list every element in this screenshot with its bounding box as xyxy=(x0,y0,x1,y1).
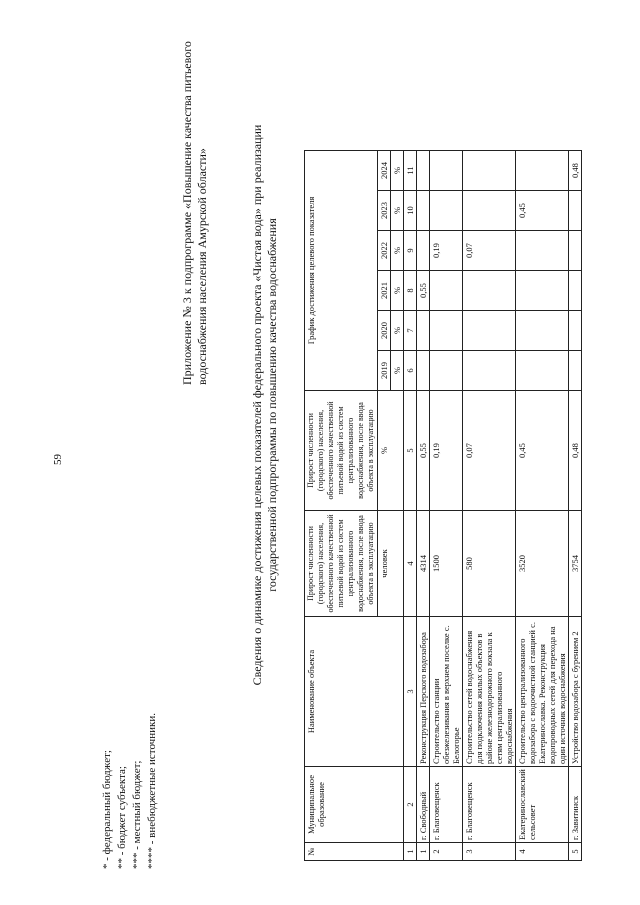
row-year-value xyxy=(417,151,430,191)
year-unit: % xyxy=(391,351,404,391)
table-row xyxy=(569,151,582,861)
row-year-value xyxy=(516,351,569,391)
row-year-value: 0,55 xyxy=(417,271,430,311)
year-header: 2021 xyxy=(378,271,391,311)
row-year-value xyxy=(569,351,582,391)
row-percent: 0,07 xyxy=(463,391,516,511)
row-year-value xyxy=(463,271,516,311)
col-number: 2 xyxy=(404,767,417,843)
row-no: 4 xyxy=(516,843,569,861)
row-year-value xyxy=(463,151,516,191)
unit-percent: % xyxy=(378,391,404,511)
row-percent: 0,48 xyxy=(569,391,582,511)
year-unit: % xyxy=(391,191,404,231)
year-header: 2023 xyxy=(378,191,391,231)
row-year-value xyxy=(569,311,582,351)
row-municipality: г. Благовещенск xyxy=(430,767,463,843)
footnotes xyxy=(100,713,160,869)
header-schedule: График достижения целевого показателя xyxy=(305,151,378,391)
col-number: 1 xyxy=(404,843,417,861)
row-people: 580 xyxy=(463,511,516,617)
row-people: 4314 xyxy=(417,511,430,617)
footnote: *** - местный бюджет; xyxy=(131,760,143,869)
col-number: 5 xyxy=(404,391,417,511)
row-municipality: г. Благовещенск xyxy=(463,767,516,843)
row-percent: 0,55 xyxy=(417,391,430,511)
row-object: Устройство водозабора с бурением 2 xyxy=(569,617,582,767)
row-municipality: г. Завитинск xyxy=(569,767,582,843)
row-year-value: 0,19 xyxy=(430,231,463,271)
page-number: 59 xyxy=(52,454,64,465)
column-numbers-row xyxy=(404,151,417,861)
footnote: * - федеральный бюджет; xyxy=(101,750,113,869)
col-number: 11 xyxy=(404,151,417,191)
row-year-value xyxy=(430,271,463,311)
row-year-value xyxy=(516,311,569,351)
row-no: 5 xyxy=(569,843,582,861)
row-year-value xyxy=(569,271,582,311)
row-year-value xyxy=(516,151,569,191)
year-header: 2024 xyxy=(378,151,391,191)
row-people: 1500 xyxy=(430,511,463,617)
year-unit: % xyxy=(391,271,404,311)
indicators-table xyxy=(304,150,582,861)
row-year-value: 0,48 xyxy=(569,151,582,191)
row-year-value xyxy=(569,191,582,231)
year-header: 2019 xyxy=(378,351,391,391)
row-year-value xyxy=(430,191,463,231)
document-title: Сведения о динамике достижения целевых показателей федерального проекта «Чистая вода» при реализации государственной подпрограммы по повышению качества водоснабжения xyxy=(250,124,279,686)
footnote: **** - внебюджетные источники. xyxy=(146,713,158,869)
col-number: 7 xyxy=(404,311,417,351)
row-year-value xyxy=(463,311,516,351)
unit-people: человек xyxy=(378,511,404,617)
col-number: 3 xyxy=(404,617,417,767)
row-year-value: 0,07 xyxy=(463,231,516,271)
header-growth-percent: Прирост численности (городского) населения, обеспеченного качественной питьевой водой из систем централизованного водоснабжения, после ввода объекта в эксплуатацию xyxy=(305,391,378,511)
row-no: 1 xyxy=(417,843,430,861)
row-year-value xyxy=(516,271,569,311)
year-unit: % xyxy=(391,151,404,191)
row-no: 3 xyxy=(463,843,516,861)
row-year-value xyxy=(430,151,463,191)
col-number: 8 xyxy=(404,271,417,311)
row-year-value xyxy=(516,231,569,271)
col-number: 10 xyxy=(404,191,417,231)
col-number: 6 xyxy=(404,351,417,391)
table-row xyxy=(516,151,569,861)
row-object: Реконструкция Перского водозабора xyxy=(417,617,430,767)
col-number: 9 xyxy=(404,231,417,271)
footnote: ** - бюджет субъекта; xyxy=(116,766,128,869)
year-unit: % xyxy=(391,231,404,271)
row-no: 2 xyxy=(430,843,463,861)
row-object: Строительство централизованного водозабора с водоочистной станцией с. Екатеринославка. Реконструкция водопроводных сетей для перехода на один источник водоснабжения xyxy=(516,617,569,767)
header-row xyxy=(305,151,378,861)
header-growth-people: Прирост численности (городского) населения, обеспеченного качественной питьевой водой из систем централизованного водоснабжения, после ввода объекта в эксплуатацию xyxy=(305,511,378,617)
row-object: Строительство станции обезжелезивания в верхнем поселке с. Белогорье xyxy=(430,617,463,767)
row-year-value xyxy=(417,351,430,391)
row-year-value xyxy=(417,231,430,271)
row-percent: 0,45 xyxy=(516,391,569,511)
table-row xyxy=(417,151,430,861)
year-header: 2020 xyxy=(378,311,391,351)
row-municipality: Екатеринославский сельсовет xyxy=(516,767,569,843)
row-year-value xyxy=(463,191,516,231)
row-year-value xyxy=(430,351,463,391)
row-year-value: 0,45 xyxy=(516,191,569,231)
row-people: 3754 xyxy=(569,511,582,617)
row-municipality: г. Свободный xyxy=(417,767,430,843)
table-row xyxy=(463,151,516,861)
row-people: 3520 xyxy=(516,511,569,617)
row-object: Строительство сетей водоснабжения для подключения жилых объектов в районе железнодорожного вокзала к сетям централизованного водоснабжения xyxy=(463,617,516,767)
table-row xyxy=(430,151,463,861)
row-year-value xyxy=(569,231,582,271)
header-municipality: Муниципальное образование xyxy=(305,767,404,843)
header-object: Наименование объекта xyxy=(305,617,404,767)
year-header: 2022 xyxy=(378,231,391,271)
row-year-value xyxy=(463,351,516,391)
row-year-value xyxy=(417,311,430,351)
row-year-value xyxy=(417,191,430,231)
row-year-value xyxy=(430,311,463,351)
col-number: 4 xyxy=(404,511,417,617)
year-unit: % xyxy=(391,311,404,351)
appendix-heading: Приложение № 3 к подпрограмме «Повышение качества питьевого водоснабжения населения Амурской области» xyxy=(180,41,209,385)
row-percent: 0,19 xyxy=(430,391,463,511)
header-no: № xyxy=(305,843,404,861)
